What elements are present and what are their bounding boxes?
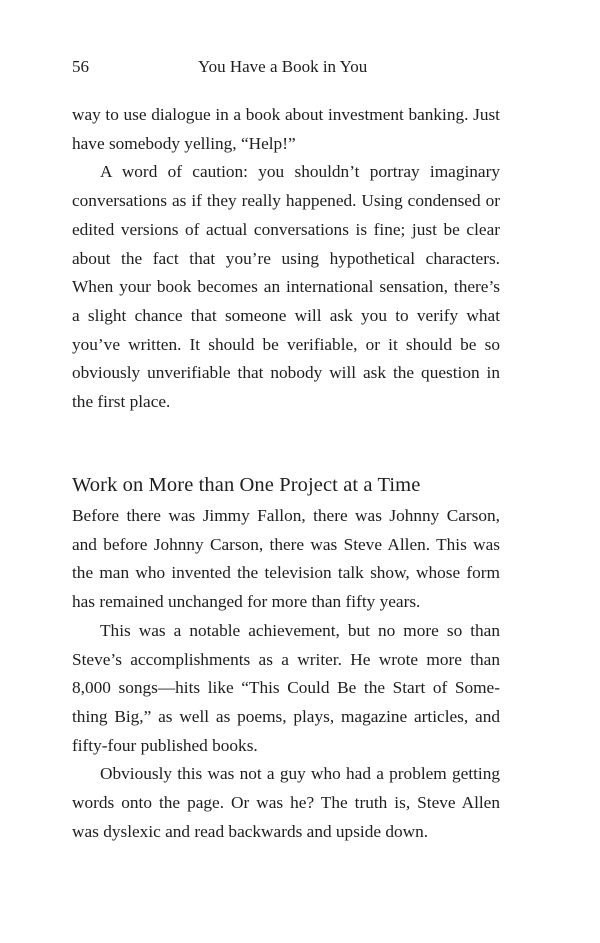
paragraph-continued: way to use dialogue in a book about investment banking. Just have somebody yelling, “Help!”	[72, 105, 500, 153]
paragraph-steve-allen-intro: Before there was Jimmy Fallon, there was Johnny Carson, and before Johnny Carson, there was Steve Allen. This was the man who invented the television talk show, whose form has remained unchanged for more than fifty years.	[72, 506, 500, 612]
page-number: 56	[72, 57, 89, 76]
running-head-title: You Have a Book in You	[198, 57, 368, 76]
paragraph-steve-allen-writer: This was a notable achievement, but no more so than Steve’s accomplishments as a writer. He wrote more than 8,000 songs—hits like “This Could Be the Start of Something Big,” as well as poems, plays, magazine articles, and fifty-four published books.	[72, 620, 500, 755]
body-text-section-1	[72, 101, 500, 417]
paragraph-steve-allen-dyslexic: Obviously this was not a guy who had a problem getting words onto the page. Or was he? The truth is, Steve Allen was dyslexic and read backwards and upside down.	[72, 764, 500, 841]
body-text-section-2	[72, 502, 500, 846]
paragraph-caution: A word of caution: you shouldn’t portray imaginary conversations as if they really happened. Using condensed or edited versions of actual conversations is fine; just be clear about the fact that you’re using hypothetical characters. When your book becomes an international sensation, there’s a slight chance that someone will ask you to verify what you’ve written. It should be verifiable, or it should be so obviously unverifiable that nobody will ask the question in the first place.	[72, 162, 500, 412]
section-heading: Work on More than One Project at a Time	[72, 474, 421, 496]
running-header	[72, 55, 500, 79]
